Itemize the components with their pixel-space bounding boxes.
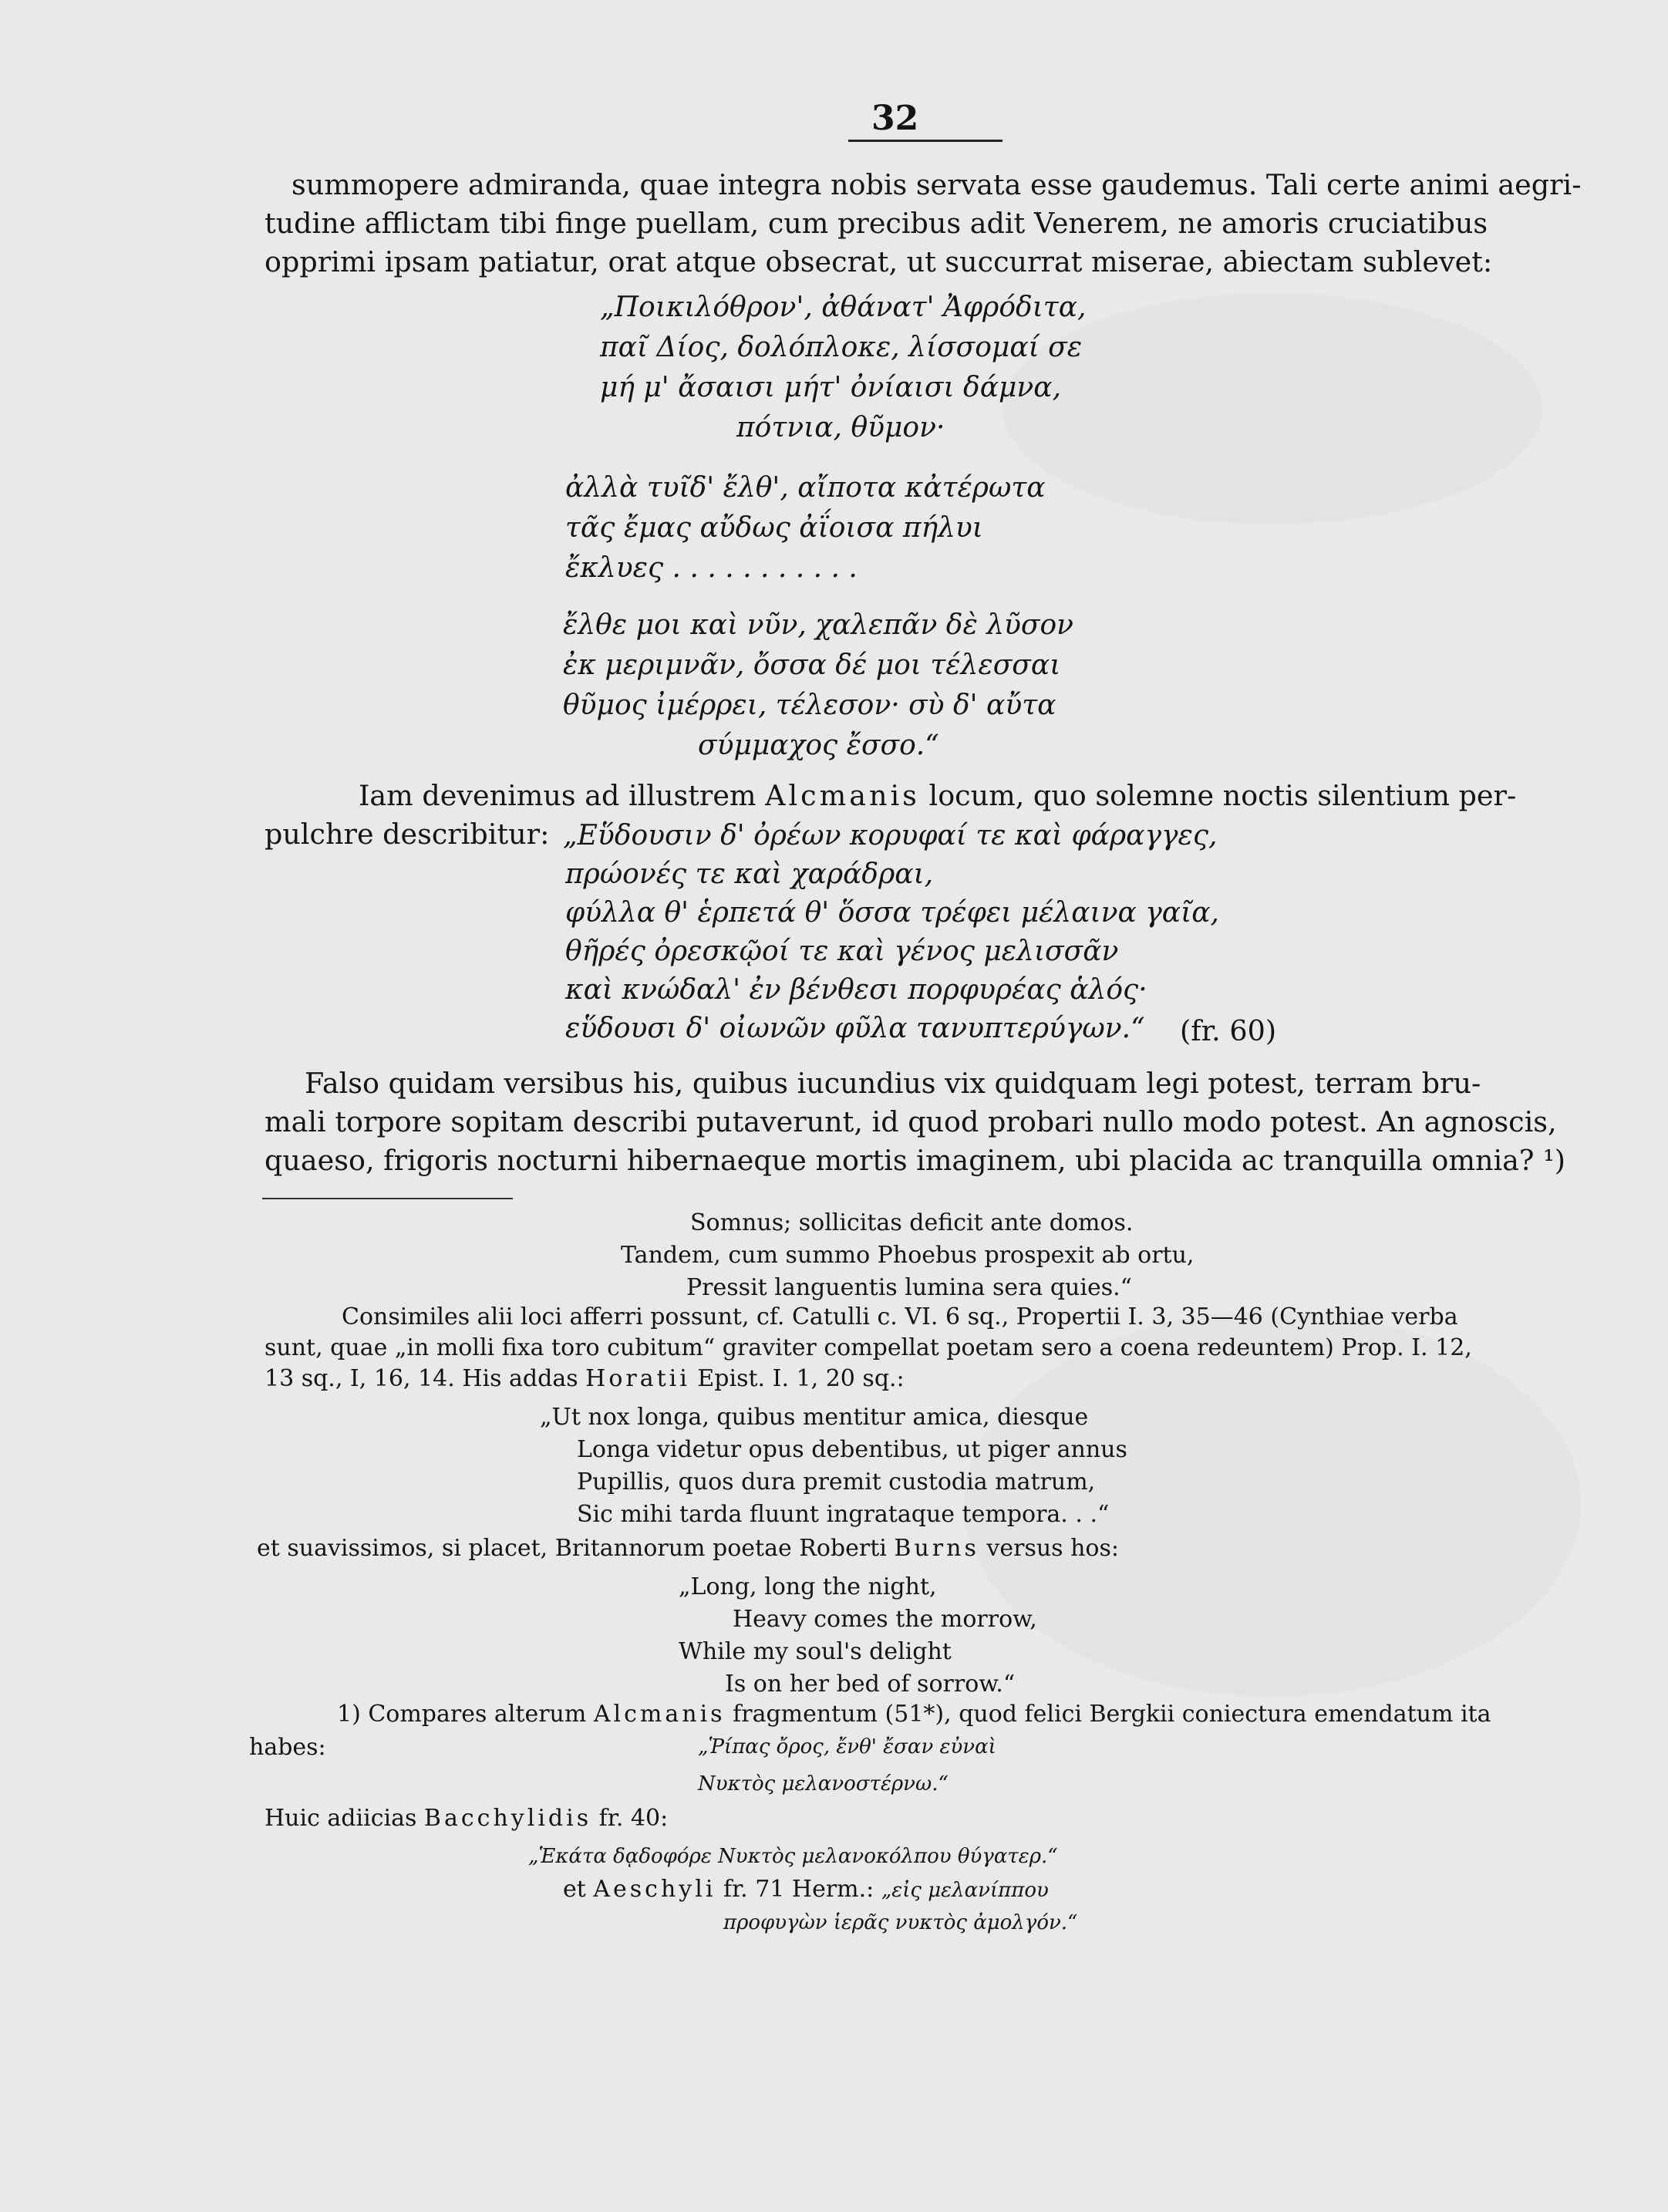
intro-line-3: opprimi ipsam patiatur, orat atque obsecrat, ut succurrat miserae, abiectam sublevet: [265, 245, 1493, 278]
greek-footnote-verse: „Ῥίπας ὄρος, ἔνθ' ἔσαν εὐναὶ [698, 1735, 996, 1758]
sappho-verse: σύμμαχος ἔσσο.“ [698, 730, 939, 761]
burns-verse: While my soul's delight [679, 1638, 952, 1665]
page-number: 32 [871, 99, 919, 138]
footnote-verse: Pressit languentis lumina sera quies.“ [686, 1274, 1132, 1301]
page-number-rule [848, 140, 1002, 142]
author-name: Aeschyli [593, 1876, 716, 1903]
footnote-rule [262, 1198, 513, 1199]
horace-verse: Longa videtur opus debentibus, ut piger annus [577, 1436, 1127, 1463]
footnote-1: 1) Compares alterum Alcmanis fragmentum (51*), quod felici Bergkii coniectura emendatum ita [337, 1701, 1491, 1728]
sappho-verse: μή μ' ἄσαισι μήτ' ὀνίαισι δάμνα, [600, 372, 1062, 403]
author-name: Bacchylidis [423, 1805, 592, 1832]
alcman-verse: καὶ κνώδαλ' ἐν βένθεσι πορφυρέας ἁλός· [565, 974, 1147, 1006]
sappho-verse: ἐκ μεριμνᾶν, ὄσσα δέ μοι τέλεσσαι [563, 649, 1061, 681]
sappho-verse: παῖ Δίος, δολόπλοκε, λίσσομαί σε [600, 332, 1083, 363]
alcman-intro-line-2: pulchre describitur: [265, 818, 550, 851]
greek-footnote-verse: Νυκτὸς μελανοστέρνω.“ [698, 1772, 949, 1796]
footnote-line: Consimiles alii loci afferri possunt, cf. Catulli c. VI. 6 sq., Propertii I. 3, 35—46 (Cynthiae verba [342, 1303, 1458, 1330]
alcman-verse: εὕδουσι δ' οἰωνῶν φῦλα τανυπτερύγων.“ [565, 1013, 1145, 1044]
burns-verse: „Long, long the night, [679, 1573, 937, 1600]
falso-line-3: quaeso, frigoris nocturni hibernaeque mortis imaginem, ubi placida ac tranquilla omnia? ¹) [265, 1144, 1565, 1177]
author-name: Alcmanis [593, 1701, 726, 1728]
footnote-line: et suavissimos, si placet, Britannorum poetae Roberti Burns versus hos: [257, 1535, 1119, 1562]
alcman-verse: θῆρές ὀρεσκῷοί τε καὶ γένος μελισσᾶν [565, 936, 1119, 967]
author-name: Alcmanis [765, 779, 920, 812]
footnote-line: habes: [249, 1734, 326, 1761]
author-name: Burns [894, 1535, 979, 1562]
footnote-line: 13 sq., I, 16, 14. His addas Horatii Epist. I. 1, 20 sq.: [265, 1365, 905, 1392]
sappho-verse: ἔκλυες . . . . . . . . . . . [565, 552, 858, 584]
falso-line-1: Falso quidam versibus his, quibus iucundius vix quidquam legi potest, terram bru- [305, 1067, 1481, 1100]
bleed-through-shadow [1002, 293, 1542, 524]
alcman-verse: πρώονές τε καὶ χαράδραι, [565, 858, 934, 890]
alcman-verse: φύλλα θ' ἑρπετά θ' ὅσσα τρέφει μέλαινα γαῖα, [565, 897, 1219, 929]
sappho-verse: „Ποικιλόθρον', ἀθάνατ' Ἀφρόδιτα, [600, 292, 1087, 323]
alcman-fragment-ref: (fr. 60) [1180, 1014, 1277, 1047]
falso-line-2: mali torpore sopitam describi putaverunt, id quod probari nullo modo potest. An agnoscis, [265, 1105, 1557, 1138]
sappho-verse: ἔλθε μοι καὶ νῦν, χαλεπᾶν δὲ λῦσον [563, 609, 1074, 641]
intro-line-2: tudine afflictam tibi finge puellam, cum precibus adit Venerem, ne amoris cruciatibus [265, 207, 1488, 240]
author-name: Horatii [585, 1365, 690, 1392]
footnote-line: sunt, quae „in molli fixa toro cubitum“ graviter compellat poetam sero a coena redeuntem) Prop. I. 12, [265, 1334, 1472, 1361]
footnote-verse: Somnus; sollicitas deficit ante domos. [690, 1209, 1134, 1236]
footnote-line: et Aeschyli fr. 71 Herm.: „εἰς μελανίππου [563, 1876, 1049, 1903]
burns-verse: Is on her bed of sorrow.“ [725, 1671, 1016, 1698]
alcman-verse: „Εὕδουσιν δ' ὀρέων κορυφαί τε καὶ φάραγγες, [563, 820, 1218, 851]
horace-verse: Pupillis, quos dura premit custodia matrum, [577, 1468, 1096, 1495]
greek-footnote-verse: προφυγὼν ἱερᾶς νυκτὸς ἀμολγόν.“ [723, 1911, 1078, 1934]
footnote-verse: Tandem, cum summo Phoebus prospexit ab ortu, [621, 1242, 1195, 1269]
burns-verse: Heavy comes the morrow, [733, 1606, 1037, 1633]
sappho-verse: πότνια, θῦμον· [736, 412, 945, 443]
sappho-verse: θῦμος ἰμέρρει, τέλεσον· σὺ δ' αὔτα [563, 690, 1056, 721]
footnote-line: Huic adiicias Bacchylidis fr. 40: [265, 1805, 669, 1832]
horace-verse: „Ut nox longa, quibus mentitur amica, diesque [540, 1404, 1089, 1431]
intro-line-1: summopere admiranda, quae integra nobis servata esse gaudemus. Tali certe animi aegri- [291, 168, 1582, 201]
horace-verse: Sic mihi tarda fluunt ingrataque tempora. . .“ [577, 1501, 1110, 1528]
greek-footnote-verse: „Ἑκάτα δᾳδοφόρε Νυκτὸς μελανοκόλπου θύγατερ.“ [528, 1845, 1058, 1868]
sappho-verse: τᾶς ἔμας αὔδως ἀΐοισα πήλυι [565, 512, 983, 544]
sappho-verse: ἀλλὰ τυῖδ' ἔλθ', αἴποτα κἀτέρωτα [565, 472, 1046, 504]
alcman-intro-line-1: Iam devenimus ad illustrem Alcmanis locum, quo solemne noctis silentium per- [359, 779, 1517, 812]
